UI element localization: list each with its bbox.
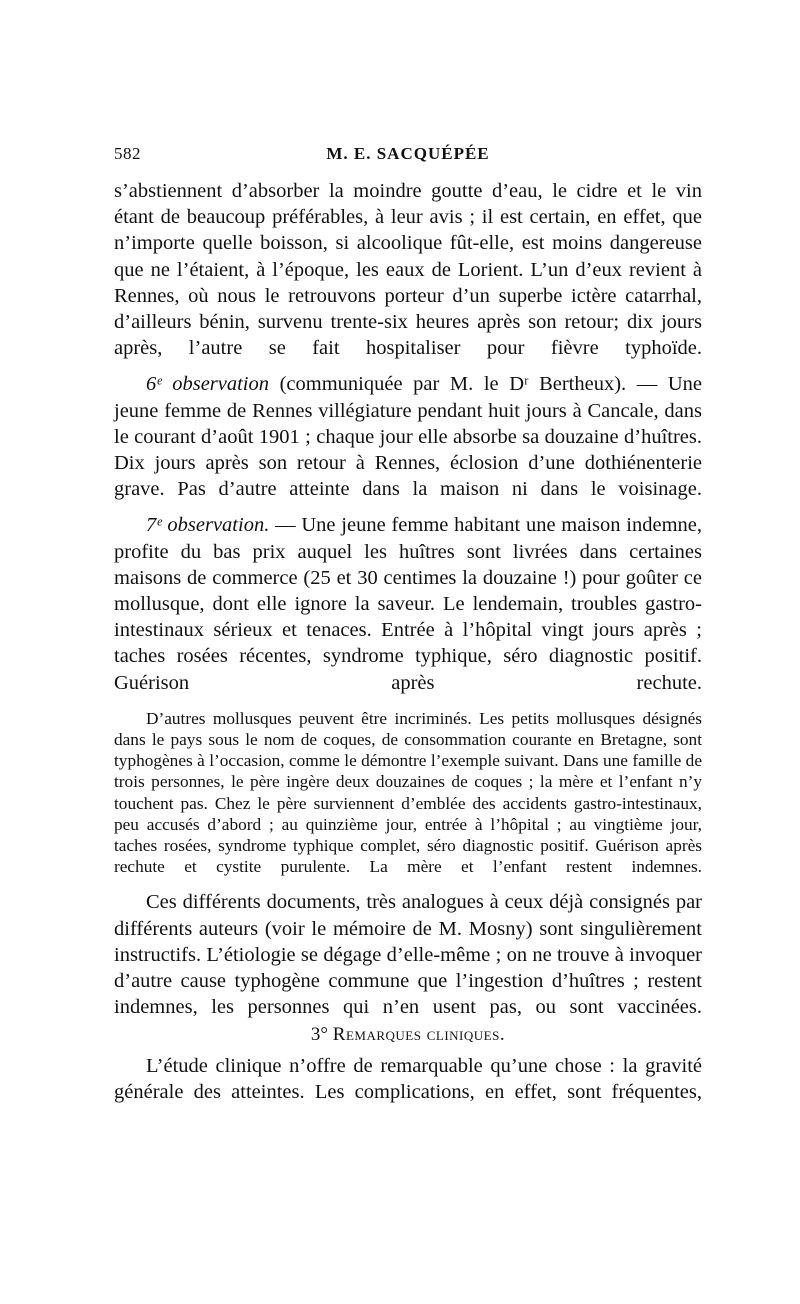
observation-6-text: (communiquée par M. le Dʳ Bertheux). — Une jeune femme de Rennes villégiature pendant huit jours à Cancale, dans le courant d’août 1901 ; chaque jour elle absorbe sa douzaine d’huîtres. Dix jours après son retour à Rennes, éclosion d’une dothiénenterie grave. Pas d’autre atteinte dans la maison ni dans le voisinage. bbox=[114, 373, 702, 501]
observation-7-label: 7ᵉ observation. bbox=[146, 514, 270, 537]
paragraph-other-mollusks: D’autres mollusques peuvent être incriminés. Les petits mollusques désignés dans le pays sous le nom de coques, de consommation courante en Bretagne, sont typhogènes à l’occasion, comme le démontre l’exemple suivant. Dans une famille de trois personnes, le père ingère deux douzaines de coques ; la mère et l’enfant n’y touchent pas. Chez le père surviennent d’emblée des accidents gastro-intestinaux, peu accusés d’abord ; au quinzième jour, entrée à l’hôpital ; au vingtième jour, taches rosées, syndrome typhique complet, séro diagnostic positif. Guérison après rechute et cystite purulente. La mère et l’enfant restent indemnes. bbox=[114, 708, 702, 877]
paragraph-clinical: L’étude clinique n’offre de remarquable qu’une chose : la gravité générale des atteintes. Les complications, en effet, sont fréquentes, bbox=[114, 1054, 702, 1103]
section-heading-number: 3° bbox=[310, 1023, 333, 1045]
paragraph-continued: s’abstiennent d’absorber la moindre goutte d’eau, le cidre et le vin étant de beaucoup préférables, à leur avis ; il est certain, en effet, que n’importe quelle boisson, si alcoolique fût-elle, est moins dangereuse que ne l’étaient, à l’époque, les eaux de Lorient. L’un d’eux revient à Rennes, où nous le retrouvons porteur d’un superbe ictère catarrhal, d’ailleurs bénin, survenu trente-six heures après son retour; dix jours après, l’autre se fait hospitaliser pour fièvre typhoïde. bbox=[114, 180, 702, 360]
section-heading-text: Remarques cliniques. bbox=[332, 1023, 506, 1045]
running-title: M. E. SACQUÉPÉE bbox=[326, 144, 490, 163]
paragraph-documents: Ces différents documents, très analogues à ceux déjà consignés par différents auteurs (voir le mémoire de M. Mosny) sont singulièrement instructifs. L’étiologie se dégage d’elle-même ; on ne trouve à invoquer d’autre cause typhogène commune que l’ingestion d’huîtres ; restent indemnes, les personnes qui n’en usent pas, ou sont vaccinées. bbox=[114, 891, 702, 1019]
paragraph-observation-6 bbox=[114, 371, 702, 502]
paragraph-observation-7 bbox=[114, 512, 702, 695]
page-body bbox=[114, 178, 702, 1105]
running-header bbox=[114, 144, 702, 170]
page-number: 582 bbox=[114, 144, 141, 163]
observation-7-text: — Une jeune femme habitant une maison indemne, profite du bas prix auquel les huîtres sont livrées dans certaines maisons de commerce (25 et 30 centimes la douzaine !) pour goûter ce mollusque, dont elle ignore la saveur. Le lendemain, troubles gastro-intestinaux sérieux et tenaces. Entrée à l’hôpital vingt jours après ; taches rosées récentes, syndrome typhique, séro diagnostic positif. Guérison après rechute. bbox=[114, 514, 703, 694]
section-heading bbox=[114, 1023, 702, 1047]
observation-6-label: 6ᵉ observation bbox=[146, 373, 270, 396]
